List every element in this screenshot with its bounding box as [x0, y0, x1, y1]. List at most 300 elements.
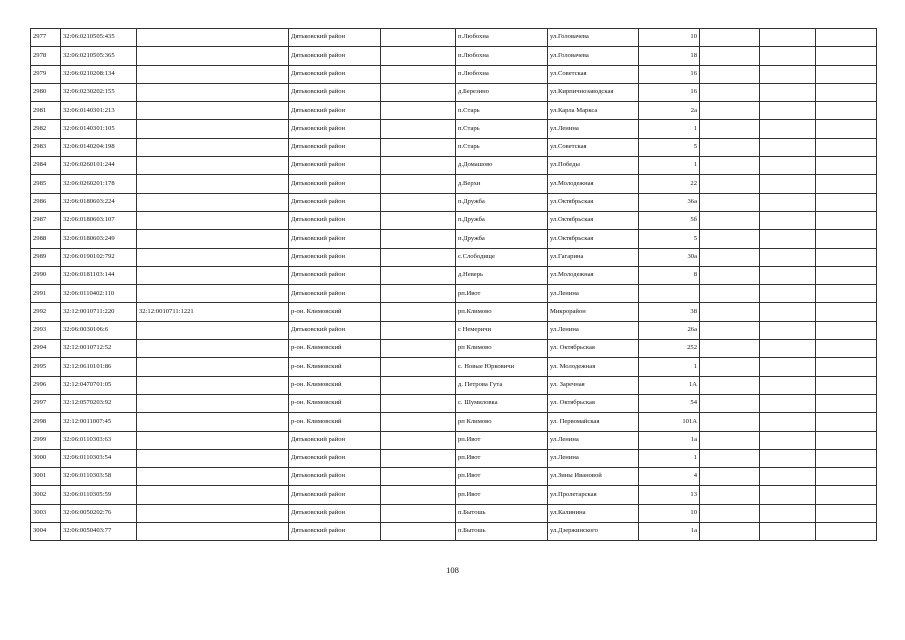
related-cadastral-number-cell [137, 413, 289, 431]
district-cell: р-он. Климовский [289, 376, 381, 394]
district-cell: р-он. Климовский [289, 413, 381, 431]
extra-cell-3 [816, 230, 877, 248]
house-number-cell: 1 [639, 120, 700, 138]
settlement-cell: п.Бытошь [456, 504, 548, 522]
street-cell: ул.Ленина [548, 285, 639, 303]
cadastral-number-cell: 32:12:0010712:52 [61, 340, 137, 358]
extra-cell-3 [816, 340, 877, 358]
district-cell: Дятьковский район [289, 449, 381, 467]
table-row [31, 47, 877, 65]
settlement-cell: д.Домашово [456, 157, 548, 175]
street-cell: ул.Зины Ивановой [548, 468, 639, 486]
settlement-cell: п.Любохна [456, 47, 548, 65]
street-cell: Микрорайон [548, 303, 639, 321]
table-row [31, 157, 877, 175]
table-body [31, 29, 877, 541]
district-cell: Дятьковский район [289, 321, 381, 339]
row-number-cell: 2995 [31, 358, 61, 376]
district-cell: Дятьковский район [289, 47, 381, 65]
settlement-cell: рп Климово [456, 340, 548, 358]
street-cell: ул.Победы [548, 157, 639, 175]
street-cell: ул.Советская [548, 138, 639, 156]
house-number-cell: 252 [639, 340, 700, 358]
extra-cell-1 [700, 120, 760, 138]
extra-cell-3 [816, 83, 877, 101]
row-number-cell: 3002 [31, 486, 61, 504]
related-cadastral-number-cell [137, 376, 289, 394]
empty-cell [381, 29, 456, 47]
street-cell: ул.Карла Маркса [548, 102, 639, 120]
related-cadastral-number-cell [137, 230, 289, 248]
extra-cell-1 [700, 504, 760, 522]
extra-cell-1 [700, 449, 760, 467]
street-cell: ул.Калинина [548, 504, 639, 522]
house-number-cell: 2а [639, 102, 700, 120]
empty-cell [381, 120, 456, 138]
extra-cell-3 [816, 468, 877, 486]
table-row [31, 413, 877, 431]
empty-cell [381, 468, 456, 486]
house-number-cell: 26а [639, 321, 700, 339]
extra-cell-3 [816, 175, 877, 193]
related-cadastral-number-cell [137, 486, 289, 504]
street-cell: ул.Молодежная [548, 175, 639, 193]
district-cell: р-он. Климовский [289, 303, 381, 321]
district-cell: р-он. Климовский [289, 340, 381, 358]
settlement-cell: рп Климово [456, 413, 548, 431]
row-number-cell: 3003 [31, 504, 61, 522]
street-cell: ул.Головачева [548, 29, 639, 47]
table-row [31, 120, 877, 138]
extra-cell-3 [816, 376, 877, 394]
house-number-cell: 13 [639, 486, 700, 504]
extra-cell-2 [760, 486, 816, 504]
related-cadastral-number-cell: 32:12:0010711:1221 [137, 303, 289, 321]
extra-cell-1 [700, 248, 760, 266]
related-cadastral-number-cell [137, 523, 289, 541]
related-cadastral-number-cell [137, 211, 289, 229]
related-cadastral-number-cell [137, 193, 289, 211]
cadastral-number-cell: 32:06:0180603:249 [61, 230, 137, 248]
extra-cell-1 [700, 102, 760, 120]
empty-cell [381, 504, 456, 522]
extra-cell-3 [816, 102, 877, 120]
related-cadastral-number-cell [137, 175, 289, 193]
extra-cell-1 [700, 413, 760, 431]
district-cell: р-он. Климовский [289, 394, 381, 412]
house-number-cell: 30а [639, 248, 700, 266]
district-cell: Дятьковский район [289, 175, 381, 193]
related-cadastral-number-cell [137, 394, 289, 412]
district-cell: Дятьковский район [289, 523, 381, 541]
extra-cell-1 [700, 340, 760, 358]
settlement-cell: с. Шумиловка [456, 394, 548, 412]
cadastral-number-cell: 32:06:0110303:63 [61, 431, 137, 449]
extra-cell-2 [760, 211, 816, 229]
extra-cell-3 [816, 211, 877, 229]
settlement-cell: рп.Ивот [456, 468, 548, 486]
extra-cell-1 [700, 211, 760, 229]
house-number-cell: 5б [639, 211, 700, 229]
extra-cell-2 [760, 285, 816, 303]
settlement-cell: с. Новые Юрковичи [456, 358, 548, 376]
table-row [31, 468, 877, 486]
table-row [31, 321, 877, 339]
extra-cell-1 [700, 29, 760, 47]
settlement-cell: п.Старь [456, 138, 548, 156]
extra-cell-2 [760, 120, 816, 138]
empty-cell [381, 230, 456, 248]
extra-cell-1 [700, 431, 760, 449]
cadastral-number-cell: 32:06:0210208:134 [61, 65, 137, 83]
row-number-cell: 2998 [31, 413, 61, 431]
extra-cell-2 [760, 248, 816, 266]
empty-cell [381, 486, 456, 504]
row-number-cell: 3000 [31, 449, 61, 467]
cadastral-number-cell: 32:06:0050202:76 [61, 504, 137, 522]
related-cadastral-number-cell [137, 47, 289, 65]
empty-cell [381, 248, 456, 266]
settlement-cell: рп.Климово [456, 303, 548, 321]
street-cell: ул. Заречная [548, 376, 639, 394]
empty-cell [381, 449, 456, 467]
extra-cell-1 [700, 468, 760, 486]
district-cell: Дятьковский район [289, 248, 381, 266]
extra-cell-3 [816, 486, 877, 504]
row-number-cell: 2997 [31, 394, 61, 412]
row-number-cell: 2988 [31, 230, 61, 248]
house-number-cell: 8 [639, 266, 700, 284]
street-cell: ул.Октябрьская [548, 193, 639, 211]
empty-cell [381, 83, 456, 101]
table-row [31, 138, 877, 156]
cadastral-number-cell: 32:06:0110303:54 [61, 449, 137, 467]
house-number-cell: 18 [639, 47, 700, 65]
table-row [31, 175, 877, 193]
extra-cell-1 [700, 358, 760, 376]
row-number-cell: 2983 [31, 138, 61, 156]
extra-cell-2 [760, 413, 816, 431]
table-row [31, 358, 877, 376]
extra-cell-1 [700, 65, 760, 83]
house-number-cell: 38 [639, 303, 700, 321]
settlement-cell: рп.Ивот [456, 285, 548, 303]
extra-cell-3 [816, 193, 877, 211]
cadastral-number-cell: 32:12:0470701:05 [61, 376, 137, 394]
cadastral-number-cell: 32:06:0210505:435 [61, 29, 137, 47]
table-row [31, 376, 877, 394]
cadastral-number-cell: 32:06:0110305:59 [61, 486, 137, 504]
extra-cell-1 [700, 193, 760, 211]
related-cadastral-number-cell [137, 321, 289, 339]
district-cell: Дятьковский район [289, 83, 381, 101]
district-cell: Дятьковский район [289, 193, 381, 211]
settlement-cell: рп.Ивот [456, 449, 548, 467]
settlement-cell: п.Старь [456, 102, 548, 120]
district-cell: Дятьковский район [289, 230, 381, 248]
district-cell: Дятьковский район [289, 468, 381, 486]
district-cell: Дятьковский район [289, 102, 381, 120]
extra-cell-3 [816, 29, 877, 47]
row-number-cell: 2980 [31, 83, 61, 101]
row-number-cell: 2999 [31, 431, 61, 449]
street-cell: ул. Октябрьская [548, 340, 639, 358]
extra-cell-1 [700, 230, 760, 248]
house-number-cell: 16 [639, 83, 700, 101]
table-row [31, 486, 877, 504]
table-row [31, 211, 877, 229]
extra-cell-2 [760, 523, 816, 541]
empty-cell [381, 266, 456, 284]
table-row [31, 29, 877, 47]
extra-cell-2 [760, 102, 816, 120]
street-cell: ул. Молодежная [548, 358, 639, 376]
address-register-table [30, 28, 877, 541]
extra-cell-1 [700, 394, 760, 412]
extra-cell-2 [760, 138, 816, 156]
related-cadastral-number-cell [137, 340, 289, 358]
extra-cell-2 [760, 468, 816, 486]
house-number-cell: 1 [639, 157, 700, 175]
extra-cell-3 [816, 504, 877, 522]
extra-cell-2 [760, 394, 816, 412]
street-cell: ул.Ленина [548, 449, 639, 467]
row-number-cell: 2985 [31, 175, 61, 193]
extra-cell-3 [816, 303, 877, 321]
house-number-cell: 4 [639, 468, 700, 486]
extra-cell-3 [816, 358, 877, 376]
related-cadastral-number-cell [137, 83, 289, 101]
row-number-cell: 2994 [31, 340, 61, 358]
district-cell: Дятьковский район [289, 431, 381, 449]
house-number-cell: 16 [639, 65, 700, 83]
row-number-cell: 2991 [31, 285, 61, 303]
row-number-cell: 2993 [31, 321, 61, 339]
extra-cell-3 [816, 157, 877, 175]
extra-cell-2 [760, 449, 816, 467]
extra-cell-2 [760, 193, 816, 211]
extra-cell-3 [816, 449, 877, 467]
cadastral-number-cell: 32:06:0140301:213 [61, 102, 137, 120]
table-row [31, 230, 877, 248]
table-row [31, 102, 877, 120]
cadastral-number-cell: 32:06:0230202:155 [61, 83, 137, 101]
house-number-cell: 1 [639, 358, 700, 376]
cadastral-number-cell: 32:12:0010711:220 [61, 303, 137, 321]
empty-cell [381, 193, 456, 211]
extra-cell-1 [700, 321, 760, 339]
extra-cell-1 [700, 376, 760, 394]
street-cell: ул.Головачева [548, 47, 639, 65]
empty-cell [381, 285, 456, 303]
extra-cell-2 [760, 65, 816, 83]
cadastral-number-cell: 32:06:0181103:144 [61, 266, 137, 284]
house-number-cell: 36а [639, 193, 700, 211]
related-cadastral-number-cell [137, 65, 289, 83]
street-cell: ул.Октябрьская [548, 230, 639, 248]
district-cell: Дятьковский район [289, 504, 381, 522]
table-row [31, 303, 877, 321]
district-cell: Дятьковский район [289, 65, 381, 83]
house-number-cell: 1а [639, 431, 700, 449]
house-number-cell: 1а [639, 523, 700, 541]
extra-cell-3 [816, 248, 877, 266]
street-cell: ул.Молодежная [548, 266, 639, 284]
related-cadastral-number-cell [137, 431, 289, 449]
cadastral-number-cell: 32:06:0050403:77 [61, 523, 137, 541]
row-number-cell: 2977 [31, 29, 61, 47]
related-cadastral-number-cell [137, 266, 289, 284]
related-cadastral-number-cell [137, 449, 289, 467]
extra-cell-2 [760, 431, 816, 449]
extra-cell-3 [816, 523, 877, 541]
district-cell: Дятьковский район [289, 211, 381, 229]
settlement-cell: п.Бытошь [456, 523, 548, 541]
settlement-cell: рп.Ивот [456, 431, 548, 449]
settlement-cell: п.Любохна [456, 29, 548, 47]
extra-cell-1 [700, 285, 760, 303]
settlement-cell: рп.Ивот [456, 486, 548, 504]
settlement-cell: п.Дружба [456, 193, 548, 211]
extra-cell-2 [760, 47, 816, 65]
extra-cell-1 [700, 486, 760, 504]
house-number-cell: 5 [639, 230, 700, 248]
settlement-cell: с Немеричи [456, 321, 548, 339]
table-row [31, 340, 877, 358]
street-cell: ул.Октябрьская [548, 211, 639, 229]
district-cell: Дятьковский район [289, 29, 381, 47]
empty-cell [381, 211, 456, 229]
cadastral-number-cell: 32:06:0110303:58 [61, 468, 137, 486]
house-number-cell: 1 [639, 449, 700, 467]
table-row [31, 431, 877, 449]
extra-cell-1 [700, 47, 760, 65]
street-cell: ул.Пролетарская [548, 486, 639, 504]
empty-cell [381, 523, 456, 541]
settlement-cell: п.Старь [456, 120, 548, 138]
row-number-cell: 2987 [31, 211, 61, 229]
empty-cell [381, 358, 456, 376]
extra-cell-1 [700, 157, 760, 175]
extra-cell-3 [816, 285, 877, 303]
extra-cell-2 [760, 266, 816, 284]
table-row [31, 285, 877, 303]
extra-cell-3 [816, 321, 877, 339]
extra-cell-2 [760, 376, 816, 394]
house-number-cell: 22 [639, 175, 700, 193]
row-number-cell: 2981 [31, 102, 61, 120]
row-number-cell: 2992 [31, 303, 61, 321]
house-number-cell: 5 [639, 138, 700, 156]
settlement-cell: д.Неверь [456, 266, 548, 284]
row-number-cell: 2979 [31, 65, 61, 83]
district-cell: Дятьковский район [289, 120, 381, 138]
extra-cell-1 [700, 138, 760, 156]
empty-cell [381, 303, 456, 321]
settlement-cell: п.Дружба [456, 230, 548, 248]
extra-cell-3 [816, 413, 877, 431]
related-cadastral-number-cell [137, 120, 289, 138]
street-cell: ул.Кирпичнозаводская [548, 83, 639, 101]
house-number-cell: 10 [639, 29, 700, 47]
cadastral-number-cell: 32:06:0030106:6 [61, 321, 137, 339]
empty-cell [381, 102, 456, 120]
extra-cell-2 [760, 504, 816, 522]
extra-cell-2 [760, 358, 816, 376]
house-number-cell: 54 [639, 394, 700, 412]
district-cell: Дятьковский район [289, 285, 381, 303]
table-row [31, 266, 877, 284]
cadastral-number-cell: 32:06:0180603:107 [61, 211, 137, 229]
extra-cell-3 [816, 266, 877, 284]
cadastral-number-cell: 32:06:0260201:178 [61, 175, 137, 193]
extra-cell-2 [760, 340, 816, 358]
street-cell: ул.Ленина [548, 431, 639, 449]
related-cadastral-number-cell [137, 29, 289, 47]
empty-cell [381, 65, 456, 83]
related-cadastral-number-cell [137, 504, 289, 522]
extra-cell-3 [816, 431, 877, 449]
settlement-cell: д.Березино [456, 83, 548, 101]
cadastral-number-cell: 32:06:0210505:365 [61, 47, 137, 65]
street-cell: ул. Первомайская [548, 413, 639, 431]
empty-cell [381, 47, 456, 65]
row-number-cell: 2978 [31, 47, 61, 65]
row-number-cell: 2990 [31, 266, 61, 284]
table-row [31, 248, 877, 266]
cadastral-number-cell: 32:06:0140301:105 [61, 120, 137, 138]
cadastral-number-cell: 32:06:0190102:792 [61, 248, 137, 266]
extra-cell-1 [700, 523, 760, 541]
extra-cell-2 [760, 29, 816, 47]
empty-cell [381, 413, 456, 431]
extra-cell-2 [760, 83, 816, 101]
related-cadastral-number-cell [137, 358, 289, 376]
empty-cell [381, 321, 456, 339]
street-cell: ул.Ленина [548, 321, 639, 339]
house-number-cell: 101А [639, 413, 700, 431]
related-cadastral-number-cell [137, 102, 289, 120]
extra-cell-3 [816, 138, 877, 156]
district-cell: Дятьковский район [289, 486, 381, 504]
extra-cell-3 [816, 47, 877, 65]
cadastral-number-cell: 32:06:0110402:110 [61, 285, 137, 303]
cadastral-number-cell: 32:06:0180603:224 [61, 193, 137, 211]
row-number-cell: 2982 [31, 120, 61, 138]
extra-cell-2 [760, 303, 816, 321]
table-row [31, 394, 877, 412]
extra-cell-2 [760, 230, 816, 248]
table-row [31, 449, 877, 467]
extra-cell-1 [700, 175, 760, 193]
district-cell: Дятьковский район [289, 157, 381, 175]
related-cadastral-number-cell [137, 248, 289, 266]
empty-cell [381, 175, 456, 193]
row-number-cell: 2984 [31, 157, 61, 175]
cadastral-number-cell: 32:06:0140204:198 [61, 138, 137, 156]
settlement-cell: п.Дружба [456, 211, 548, 229]
cadastral-number-cell: 32:12:0570203:92 [61, 394, 137, 412]
district-cell: Дятьковский район [289, 266, 381, 284]
row-number-cell: 2996 [31, 376, 61, 394]
empty-cell [381, 376, 456, 394]
row-number-cell: 2989 [31, 248, 61, 266]
empty-cell [381, 340, 456, 358]
street-cell: ул.Гагарина [548, 248, 639, 266]
settlement-cell: д.Верхи [456, 175, 548, 193]
empty-cell [381, 138, 456, 156]
related-cadastral-number-cell [137, 138, 289, 156]
